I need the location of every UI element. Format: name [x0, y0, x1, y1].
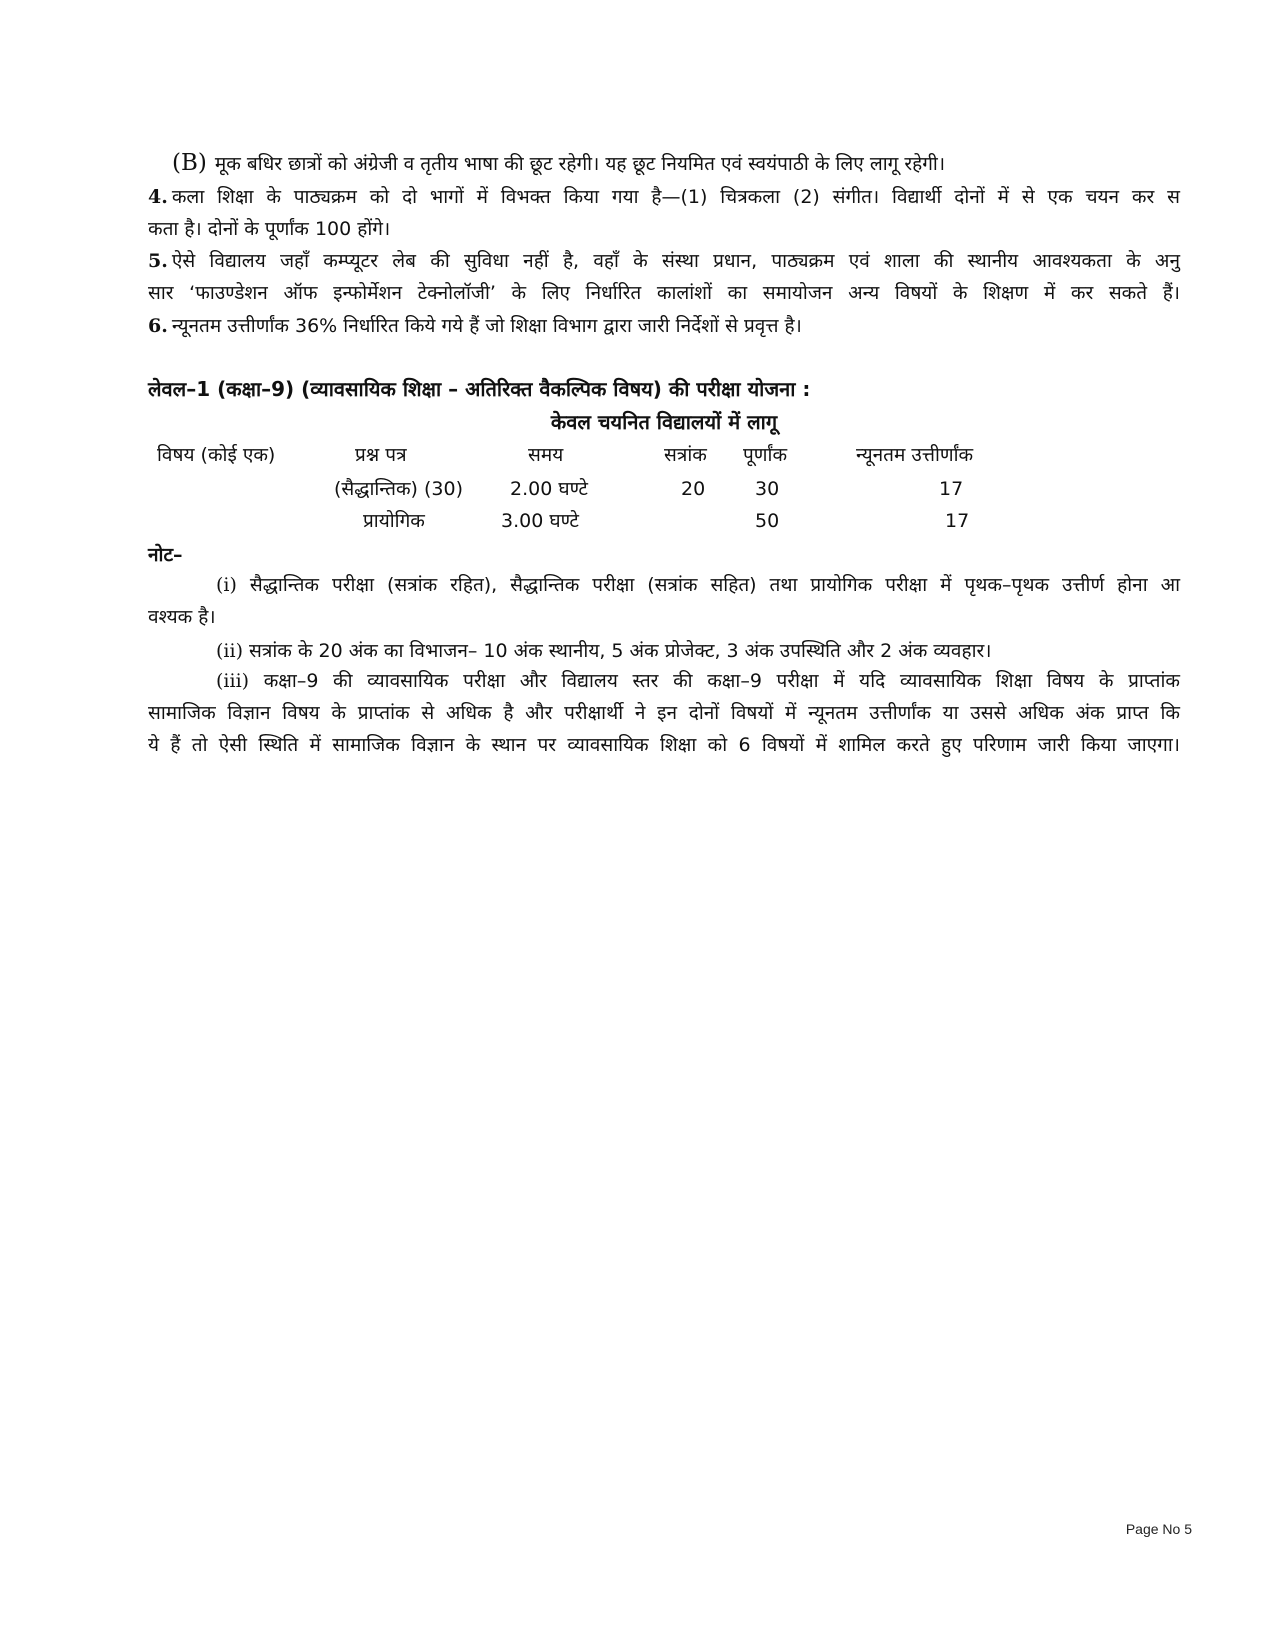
paragraph-b-text: मूक बधिर छात्रों को अंग्रेजी व तृतीय भाषा की छूट रहेगी। यह छूट नियमित एवं स्वयंपाठी के लिए लागू रहेगी।	[214, 153, 946, 175]
note-iii-marker: (iii)	[216, 670, 250, 692]
note-ii	[216, 634, 1180, 668]
note-iii-text-1: कक्षा–9 की व्यावसायिक परीक्षा और विद्यालय स्तर की कक्षा–9 परीक्षा में यदि व्यावसायिक शिक्षा विषय के प्राप्तांक	[263, 670, 1180, 692]
paragraph-4-text-1: कला शिक्षा के पाठ्यक्रम को दो भागों में विभक्त किया गया है—(1) चित्रकला (2) संगीत। विद्यार्थी दोनों में से एक चयन कर स	[171, 186, 1180, 208]
paragraph-6-number: 6.	[148, 315, 168, 337]
note-ii-text: सत्रांक के 20 अंक का विभाजन– 10 अंक स्थानीय, 5 अंक प्रोजेक्ट, 3 अंक उपस्थिति और 2 अंक व्यवहार।	[249, 640, 992, 662]
paragraph-5-number: 5.	[148, 250, 168, 272]
note-iii-line-3: ये हैं तो ऐसी स्थिति में सामाजिक विज्ञान के स्थान पर व्यावसायिक शिक्षा को 6 विषयों में शामिल करते हुए परिणाम जारी किया जाएगा।	[148, 734, 1180, 756]
row-2-minimum: 17	[945, 510, 970, 532]
paragraph-b	[172, 146, 1180, 181]
note-iii-line-1	[216, 664, 1180, 698]
paragraph-6	[148, 309, 1180, 343]
header-minimum: न्यूनतम उत्तीर्णांक	[856, 444, 974, 466]
paragraph-4-line-1	[148, 180, 1180, 214]
page-number: Page No 5	[1125, 1521, 1192, 1537]
header-subject: विषय (कोई एक)	[157, 444, 276, 466]
row-1-sessional: 20	[681, 478, 706, 500]
note-label: नोट–	[148, 544, 183, 566]
section-subtitle: केवल चयनित विद्यालयों में लागू	[550, 410, 778, 434]
note-i-line-1	[216, 568, 1180, 602]
row-1-minimum: 17	[939, 478, 964, 500]
row-1-total: 30	[755, 478, 780, 500]
paragraph-4-number: 4.	[148, 186, 168, 208]
header-paper: प्रश्न पत्र	[355, 444, 407, 466]
note-i-line-2: वश्यक है।	[148, 606, 216, 628]
row-2-paper: प्रायोगिक	[363, 510, 425, 532]
header-total: पूर्णांक	[743, 444, 788, 466]
paragraph-5-line-2: सार ‘फाउण्डेशन ऑफ इन्फोर्मेशन टेक्नोलॉजी’ के लिए निर्धारित कालांशों का समायोजन अन्य विषयों के शिक्षण में कर सकते हैं।	[148, 282, 1180, 304]
section-title: लेवल–1 (कक्षा–9) (व्यावसायिक शिक्षा – अतिरिक्त वैकल्पिक विषय) की परीक्षा योजना :	[148, 377, 811, 401]
paragraph-5-line-1	[148, 244, 1180, 278]
header-time: समय	[528, 444, 564, 466]
row-1-paper: (सैद्धान्तिक) (30)	[334, 478, 464, 500]
note-i-marker: (i)	[216, 574, 237, 596]
paragraph-b-marker: (B)	[172, 150, 207, 176]
paragraph-5-text-1: ऐसे विद्यालय जहाँ कम्प्यूटर लेब की सुविधा नहीं है, वहाँ के संस्था प्रधान, पाठ्यक्रम एवं शाला की स्थानीय आवश्यकता के अनु	[171, 250, 1180, 272]
note-iii-line-2: सामाजिक विज्ञान विषय के प्राप्तांक से अधिक है और परीक्षार्थी ने इन दोनों विषयों में न्यूनतम उत्तीर्णांक या उससे अधिक अंक प्राप्त कि	[148, 702, 1180, 724]
row-2-total: 50	[755, 510, 780, 532]
paragraph-4-line-2: कता है। दोनों के पूर्णांक 100 होंगे।	[148, 218, 391, 240]
note-ii-marker: (ii)	[216, 640, 243, 662]
row-1-time: 2.00 घण्टे	[510, 478, 588, 500]
header-sessional: सत्रांक	[664, 444, 707, 466]
note-i-text-1: सैद्धान्तिक परीक्षा (सत्रांक रहित), सैद्धान्तिक परीक्षा (सत्रांक सहित) तथा प्रायोगिक परीक्षा में पृथक–पृथक उत्तीर्ण होना आ	[249, 574, 1181, 596]
paragraph-6-text: न्यूनतम उत्तीर्णांक 36% निर्धारित किये गये हैं जो शिक्षा विभाग द्वारा जारी निर्देशों से प्रवृत्त है।	[171, 315, 802, 337]
row-2-time: 3.00 घण्टे	[501, 510, 579, 532]
